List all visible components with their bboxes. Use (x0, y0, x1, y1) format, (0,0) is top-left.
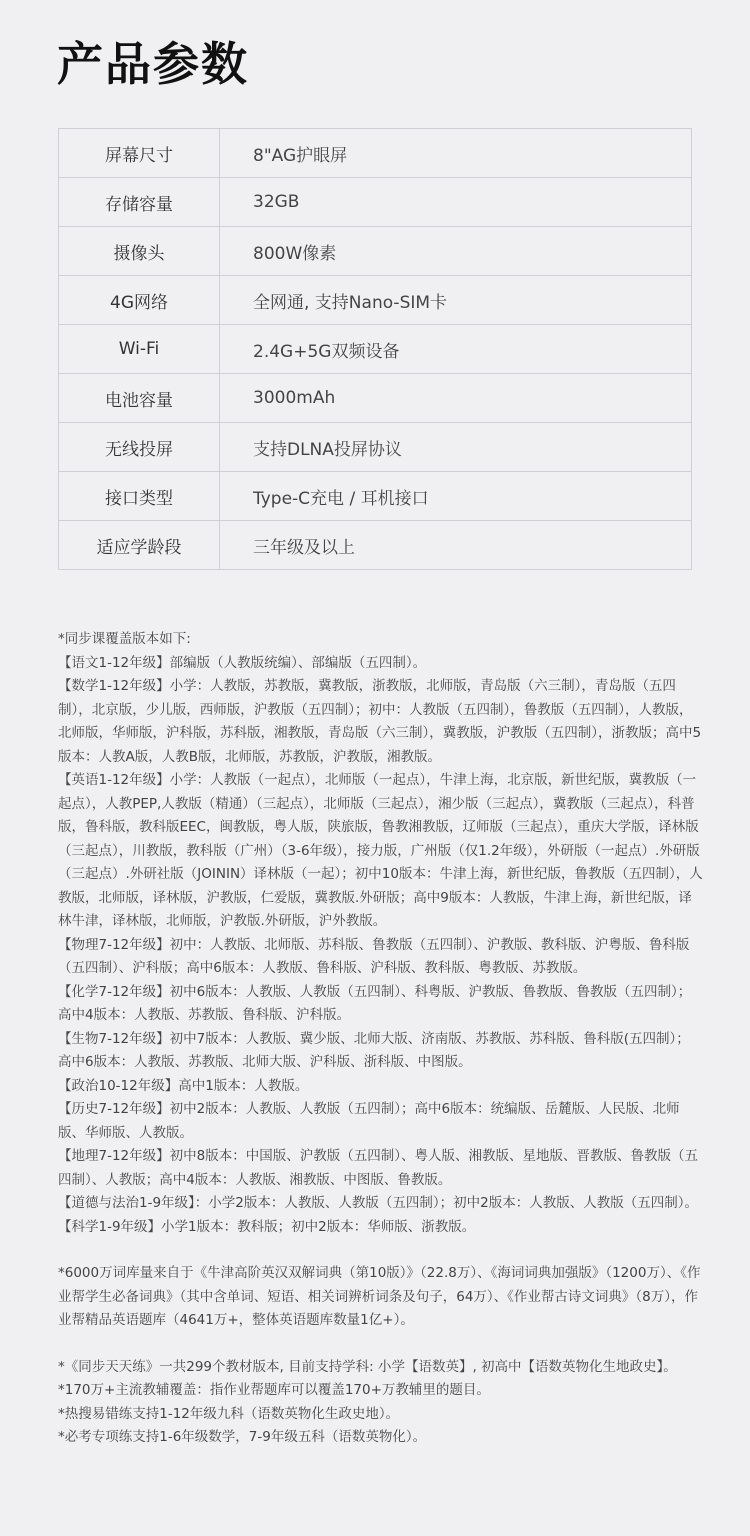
spec-value: 2.4G+5G双频设备 (220, 325, 692, 374)
sync-item-physics: 【物理7-12年级】初中：人教版、北师版、苏科版、鲁教版（五四制）、沪教版、教科版、沪粤版、鲁科版（五四制）、沪科版；高中6版本：人教版、鲁科版、沪科版、教科版、粤教版、苏教版。 (58, 936, 690, 976)
spec-row-ports (59, 472, 692, 521)
spec-row-network (59, 276, 692, 325)
final-note: *170万+主流教辅覆盖：指作业帮题库可以覆盖170+万教辅里的题目。 (58, 1382, 490, 1398)
spec-row-age (59, 521, 692, 570)
spec-value: 三年级及以上 (220, 521, 692, 570)
sync-item-math: 【数学1-12年级】小学：人教版，苏教版，冀教版，浙教版，北师版，青岛版（六三制），青岛版（五四制），北京版，少儿版，西师版，沪教版（五四制）；初中：人教版（五四制），鲁教版（五四制），人教版，北师版，华师版，沪科版，苏科版，湘教版，青岛版（六三制），冀教版，沪教版（五四制），浙教版；高中5版本：人教A版，人教B版，北师版，苏教版，沪教版，湘教版。 (58, 678, 702, 765)
sync-item-biology: 【生物7-12年级】初中7版本：人教版、冀少版、北师大版、济南版、苏教版、苏科版、鲁科版(五四制）；高中6版本：人教版、苏教版、北师大版、沪科版、浙科版、中图版。 (58, 1030, 690, 1070)
vocab-note: *6000万词库量来自于《牛津高阶英汉双解词典（第10版）》（22.8万）、《海词词典加强版》（1200万）、《作业帮学生必备词典》（其中含单词、短语、相关词辨析词条及句子，64万）、《作业帮古诗文词典》（8万），作业帮精品英语题库（4641万+，整体英语题库数量1亿+）。 (58, 1265, 701, 1328)
spec-row-battery (59, 374, 692, 423)
spec-label: 4G网络 (59, 276, 220, 325)
spec-value: Type-C充电 / 耳机接口 (220, 472, 692, 521)
spec-label: 摄像头 (59, 227, 220, 276)
spec-value: 支持DLNA投屏协议 (220, 423, 692, 472)
spec-value: 全网通, 支持Nano-SIM卡 (220, 276, 692, 325)
spec-row-casting (59, 423, 692, 472)
sync-item-chemistry: 【化学7-12年级】初中6版本：人教版、人教版（五四制）、科粤版、沪教版、鲁教版、鲁教版（五四制）；高中4版本：人教版、苏教版、鲁科版、沪科版。 (58, 983, 692, 1023)
spec-label: 电池容量 (59, 374, 220, 423)
spec-value: 32GB (220, 178, 692, 227)
spec-table (58, 128, 692, 570)
final-note: *《同步天天练》一共299个教材版本, 目前支持学科: 小学【语数英】, 初高中【语数英物化生地政史】。 (58, 1358, 677, 1375)
spec-row-screen (59, 129, 692, 178)
spec-value: 8"AG护眼屏 (220, 129, 692, 178)
page-title: 产品参数 (57, 37, 249, 91)
sync-intro: *同步课覆盖版本如下: (58, 631, 191, 647)
spec-label: 存储容量 (59, 178, 220, 227)
spec-value: 800W像素 (220, 227, 692, 276)
sync-item-chinese: 【语文1-12年级】部编版（人教版统编）、部编版（五四制）。 (58, 654, 427, 671)
spec-label: 接口类型 (59, 472, 220, 521)
spec-label: Wi-Fi (59, 325, 220, 374)
sync-item-english: 【英语1-12年级】小学：人教版（一起点），北师版（一起点），牛津上海，北京版，新世纪版，冀教版（一起点），人教PEP,人教版（精通）（三起点），北师版（三起点），湘少版（三起点），冀教版（三起点），科普版，鲁科版，教科版EEC，闽教版，粤人版，陕旅版，鲁教湘教版，辽师版（三起点），重庆大学版，译林版（三起点），川教版，教科版（广州）（3-6年级），接力版，广州版（仅1.2年级），外研版（一起点）.外研版（三起点）.外研社版（JOININ）译林版（一起）；初中10版本：牛津上海，新世纪版，鲁教版（五四制），人教版，北师版，译林版，沪教版，仁爱版，冀教版.外研版；高中9版本：人教版，牛津上海，新世纪版，译林牛津，译林版，北师版，沪教版.外研版，沪外教版。 (58, 772, 703, 929)
spec-label: 无线投屏 (59, 423, 220, 472)
spec-value: 3000mAh (220, 374, 692, 423)
sync-item-geography: 【地理7-12年级】初中8版本：中国版、沪教版（五四制）、粤人版、湘教版、星地版、晋教版、鲁教版（五四制）、人教版；高中4版本：人教版、湘教版、中图版、鲁教版。 (58, 1148, 698, 1188)
spec-row-wifi (59, 325, 692, 374)
spec-row-storage (59, 178, 692, 227)
final-note: *热搜易错练支持1-12年级九科（语数英物化生政史地）。 (58, 1405, 400, 1422)
sync-item-morality: 【道德与法治1-9年级】：小学2版本：人教版、人教版（五四制）；初中2版本：人教版、人教版（五四制）。 (58, 1195, 698, 1211)
spec-label: 适应学龄段 (59, 521, 220, 570)
spec-label: 屏幕尺寸 (59, 129, 220, 178)
sync-item-science: 【科学1-9年级】小学1版本：教科版；初中2版本：华师版、浙教版。 (58, 1218, 476, 1235)
sync-item-politics: 【政治10-12年级】高中1版本：人教版。 (58, 1077, 309, 1094)
spec-row-camera (59, 227, 692, 276)
final-note: *必考专项练支持1-6年级数学，7-9年级五科（语数英物化）。 (58, 1429, 427, 1445)
sync-item-history: 【历史7-12年级】初中2版本：人教版、人教版（五四制）；高中6版本：统编版、岳麓版、人民版、北师版、华师版、人教版。 (58, 1101, 680, 1141)
footnotes (58, 628, 703, 1450)
